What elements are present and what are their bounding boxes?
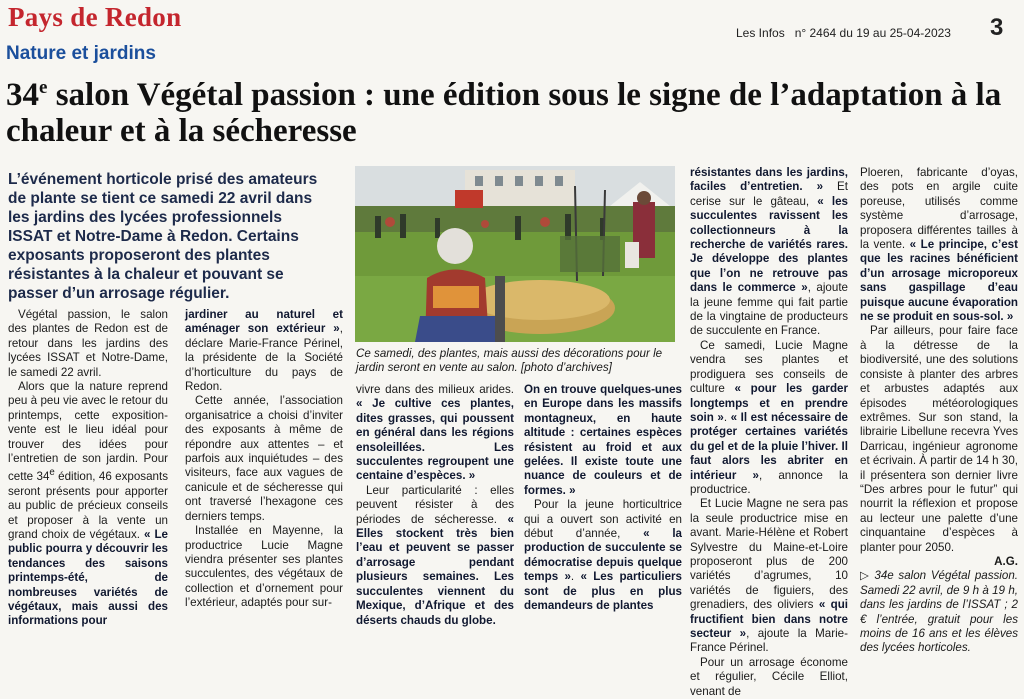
- quote: On en trouve quelques-unes en Europe dans les massifs montagneux, en haute altitude : certaines espèces résistent au froid et aux gelées. Il existe toute une nuance de couleurs et de formes. »: [524, 383, 682, 497]
- quote: « pour les garder longtemps et en prendre soin »: [690, 382, 848, 424]
- article-headline: [6, 70, 1016, 149]
- article-lead: L’événement horticole prisé des amateurs de plante se tient ce samedi 22 avril dans les jardins des lycées professionnels ISSAT et Notre-Dame à Redon. Certains exposants proposeront des plantes résistantes à la chaleur et pouvant se passer d’un arrosage régulier.: [8, 171, 318, 302]
- paragraph: [690, 166, 848, 339]
- text-run: Et Lucie Magne ne sera pas la seule productrice mise en avant. Marie-Hélène et Robert Sylvestre du Maine-et-Loire proposeront plus de 200 variétés d’agrumes, 10 variétés de figuiers, des grenadiers, des oliviers: [690, 497, 848, 612]
- text-run: .: [723, 410, 731, 424]
- quote: « Je cultive ces plantes, dites grasses, qui poussent en général dans les régions ensoleillées. Les succulentes regroupent une centaine d’espèces. »: [356, 397, 514, 483]
- paragraph: Installée en Mayenne, la productrice Lucie Magne viendra présenter ses plantes succulentes, des végétaux de collection et d’ornement pour l’extérieur, adaptés pour sur-: [185, 524, 343, 610]
- article-column-2: [185, 308, 343, 611]
- paragraph: [860, 166, 1018, 324]
- paragraph: [524, 498, 682, 613]
- quote: « la production de succulente se démocratise depuis quelque temps »: [524, 527, 682, 584]
- text-sup: e: [49, 467, 55, 479]
- article-column-6: [860, 166, 1018, 656]
- quote: « Elles stockent très bien l’eau et peuvent se passer d’arrosage pendant plusieurs semaines. Les succulentes viennent du Mexique, d’Afrique et des déserts chauds du globe.: [356, 512, 514, 627]
- text-run: Pour la jeune horticultrice qui a ouvert son activité en début d’année,: [524, 498, 682, 541]
- section-title: Pays de Redon: [8, 2, 182, 32]
- text-run: , annonce la productrice.: [690, 468, 848, 496]
- issue-meta: Les Infos n° 2464 du 19 au 25-04-2023: [736, 26, 951, 40]
- text-run: Et cerise sur le gâteau,: [690, 180, 848, 208]
- quote: résistantes dans les jardins, faciles d’entretien. »: [690, 166, 848, 194]
- author-signature: A.G.: [994, 554, 1018, 568]
- quote: « les succulentes ravissent les collectionneurs à la recherche de variétés rares. Je développe des plantes que l’on ne retrouve pas dans le commerce »: [690, 194, 848, 295]
- text-run: édition, 46 exposants seront présents pour apporter au public de précieux conseils et proposer à la vente un grand choix de végétaux.: [8, 470, 168, 541]
- garden-photo-illustration: [355, 166, 675, 342]
- page-number: 3: [990, 14, 1004, 41]
- quote: jardiner au naturel et aménager son extérieur »: [185, 308, 343, 336]
- paragraph: [690, 497, 848, 655]
- text-run: , déclare Marie-France Périnel, la présidente de la Société d’horticulture du pays de Redon.: [185, 322, 343, 394]
- article-photo: [355, 166, 675, 342]
- photo-caption: Ce samedi, des plantes, mais aussi des décorations pour le jardin seront en vente au salon. [photo d’archives]: [356, 347, 663, 374]
- triangle-icon: ▷: [860, 569, 871, 583]
- paragraph: Cette année, l’association organisatrice a choisi d’inviter des exposants à même de répondre aux attentes – et parfois aux inquiétudes – des visiteurs, face aux vagues de canicule et de sécheresse qui ont traversé l’hexagone ces derniers temps.: [185, 394, 343, 523]
- text-run: vivre dans des milieux arides.: [356, 383, 514, 396]
- paragraph: [8, 380, 168, 629]
- text-run: Leur particularité : elles peuvent résister à des périodes de sécheresse.: [356, 483, 514, 526]
- headline-sup: e: [39, 77, 48, 98]
- quote: « Il est nécessaire de protéger certaines variétés du gel et de la pluie l’hiver. Il faut alors les abriter en intérieur »: [690, 410, 848, 482]
- article-column-1: [8, 308, 168, 629]
- text-run: Alors que la nature reprend peu à peu vie avec le retour du printemps, cette exposition-vente est le lieu idéal pour trouver des idées pour l’entretien de son jardin. Pour cette 34: [8, 380, 168, 484]
- text-run: , ajoute la jeune femme qui fait partie de la vingtaine de producteurs de succulente en France.: [690, 281, 848, 338]
- article-column-5: [690, 166, 848, 699]
- text-run: , ajoute la Marie-France Périnel.: [690, 627, 848, 655]
- paragraph: [356, 484, 514, 628]
- text-run: Ce samedi, Lucie Magne vendra ses plantes et prodiguera ses conseils de culture: [690, 338, 848, 396]
- paragraph: [524, 383, 682, 498]
- paragraph: [185, 308, 343, 394]
- paragraph: Végétal passion, le salon des plantes de Redon est de retour dans les jardins des lycées ISSAT et Notre-Dame, le samedi 22 avril.: [8, 308, 168, 379]
- paragraph: [690, 339, 848, 497]
- article-column-3: [356, 383, 514, 628]
- article-column-4: [524, 383, 682, 614]
- quote: « qui fructifient bien dans notre secteur »: [690, 598, 848, 640]
- quote: « Les particuliers sont de plus en plus demandeurs de plantes: [524, 570, 682, 613]
- paragraph: [356, 383, 514, 484]
- text-run: Ploeren, fabricante d’oyas, des pots en argile cuite poreuse, utilisés comme système d’arrosage, proposera différentes tailles à la vente.: [860, 166, 1018, 252]
- paragraph: Par ailleurs, pour faire face à la détresse de la biodiversité, une des solutions consiste à planter des arbres et arbustes adaptés aux épisodes météorologiques extrêmes. Sur son stand, la librairie Libellune recevra Yves Darricau, ingénieur agronome et écrivain. À partir de 14 h 30, il présentera son dernier livre “Des arbres pour le futur” qui nourrit la réflexion et propose au lecteur une palette d’une cinquantaine d’espèces à planter pour 2050.: [860, 324, 1018, 554]
- text-run: .: [570, 570, 581, 584]
- rubric-label: Nature et jardins: [6, 43, 156, 64]
- headline-text: salon Végétal passion : une édition sous le signe de l’adaptation à la chaleur et à la sécheresse: [6, 77, 1002, 149]
- quote: « Le public pourra y découvrir les tendances des saisons printemps-été, de nombreuses variétés de végétaux, mais aussi des informations pour: [8, 527, 169, 628]
- info-text: 34e salon Végétal passion. Samedi 22 avril, de 9 h à 19 h, dans les jardins de l’ISSAT ; 2 € l’entrée, gratuit pour les moins de 16 ans et les élèves des lycées horticoles.: [860, 569, 1019, 655]
- paragraph: Pour un arrosage économe et régulier, Cécile Elliot, venant de: [690, 655, 848, 698]
- quote: « Le principe, c’est que les racines bénéficient d’un arrosage microporeux sans gaspillage d’eau puisque aucune évaporation ne se produit en sous-sol. »: [860, 238, 1018, 324]
- headline-number: 34: [6, 77, 39, 113]
- event-info: [860, 569, 1018, 655]
